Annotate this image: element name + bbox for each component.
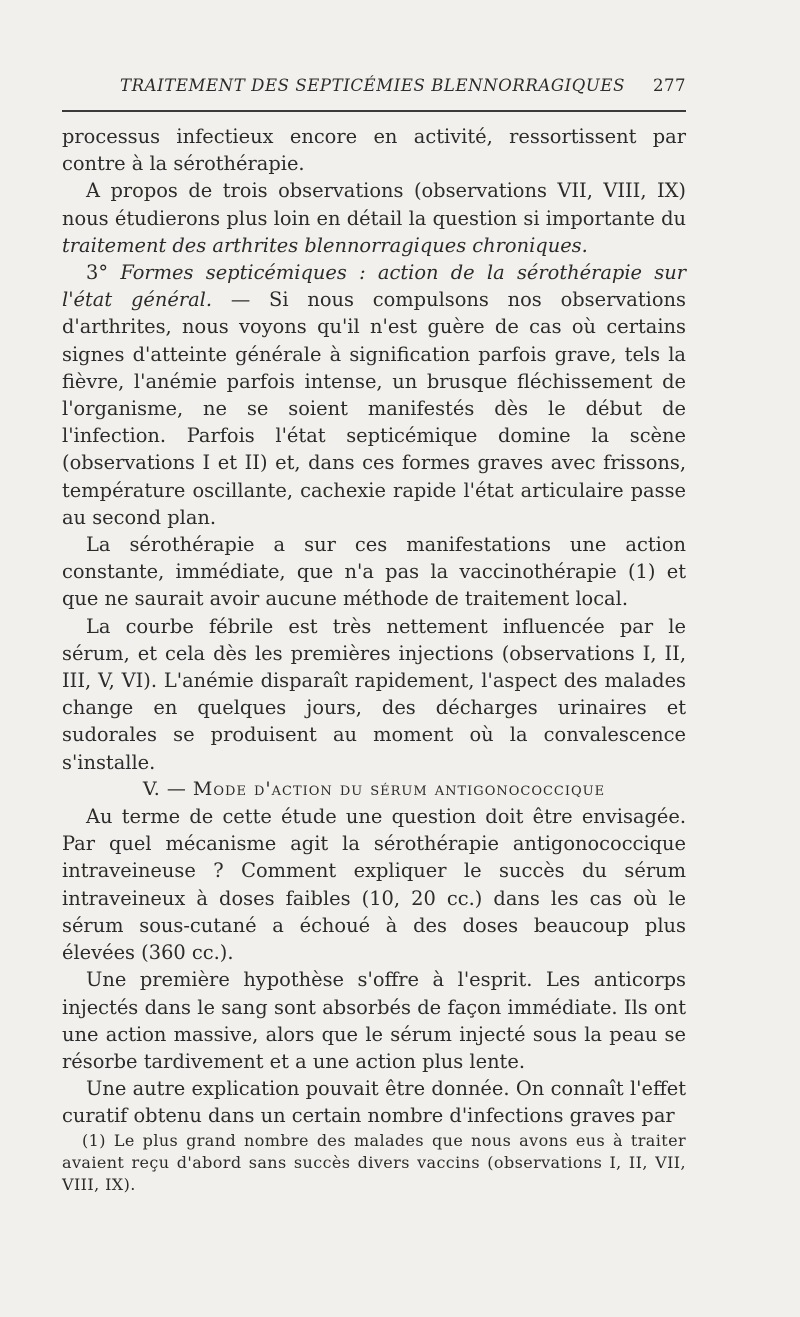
paragraph-8: Une autre explication pouvait être donnée. On connaît l'effet curatif obtenu dans un certain nombre d'infections graves par (62, 1077, 686, 1128)
main-text (62, 123, 686, 1130)
footnote-text: (1) Le plus grand nombre des malades que nous avons eus à traiter avaient reçu d'abord sans succès divers vaccins (observations I, II, VII, VIII, IX). (62, 1131, 686, 1194)
section-title: Mode d'action du sérum antigonococcique (192, 777, 606, 800)
section-number: V. — (142, 777, 193, 800)
running-header (62, 76, 686, 95)
paragraph-5: La courbe fébrile est très nettement influencée par le sérum, et cela dès les premières injections (observations I, II, III, V, VI). L'anémie disparaît rapidement, l'aspect des malades change en quelques jours, des décharges urinaires et sudorales se produisent au moment où la convalescence s'installe. (62, 614, 686, 774)
paragraph-3-text: — Si nous compulsons nos observations d'arthrites, nous voyons qu'il n'est guère de cas où certains signes d'atteinte générale à signification parfois grave, tels la fièvre, l'anémie parfois intense, un brusque fléchissement de l'organisme, ne se soient manifestés dès le début de l'infection. Parfois l'état septicémique domine la scène (observations I et II) et, dans ces formes graves avec frissons, température oscillante, cachexie rapide l'état articulaire passe au second plan. (62, 288, 686, 529)
book-page (62, 0, 686, 1317)
paragraph-3-number: 3° (86, 261, 121, 285)
section-heading (62, 776, 686, 803)
header-rule (62, 110, 686, 112)
paragraph-6: Au terme de cette étude une question doit être envisagée. Par quel mécanisme agit la sérothérapie antigonococcique intraveineuse ? Comment expliquer le succès du sérum intraveineux à doses faibles (10, 20 cc.) dans les cas où le sérum sous-cutané a échoué à des doses beaucoup plus élevées (360 cc.). (62, 805, 686, 965)
paragraph-2-italic: traitement des arthrites blennorragiques chroniques. (62, 233, 588, 257)
paragraph-7: Une première hypothèse s'offre à l'esprit. Les anticorps injectés dans le sang sont absorbés de façon immédiate. Ils ont une action massive, alors que le sérum injecté sous la peau se résorbe tardivement et a une action plus lente. (62, 968, 686, 1073)
running-title: TRAITEMENT DES SEPTICÉMIES BLENNORRAGIQUES (120, 76, 625, 95)
paragraph-2-text: A propos de trois observations (observations VII, VIII, IX) nous étudierons plus loin en détail la question si importante du (62, 179, 686, 230)
paragraph-1: processus infectieux encore en activité, ressortissent par contre à la sérothérapie. (62, 125, 686, 176)
footnote (62, 1130, 686, 1196)
paragraph-3-heading: Formes septicémiques : action de la sérothérapie sur l'état général. (62, 261, 686, 312)
paragraph-4: La sérothérapie a sur ces manifestations une action constante, immédiate, que n'a pas la vaccinothérapie (1) et que ne saurait avoir aucune méthode de traitement local. (62, 533, 686, 611)
page-number: 277 (653, 76, 686, 95)
paragraph-3 (62, 259, 686, 531)
paragraph-2 (62, 177, 686, 259)
